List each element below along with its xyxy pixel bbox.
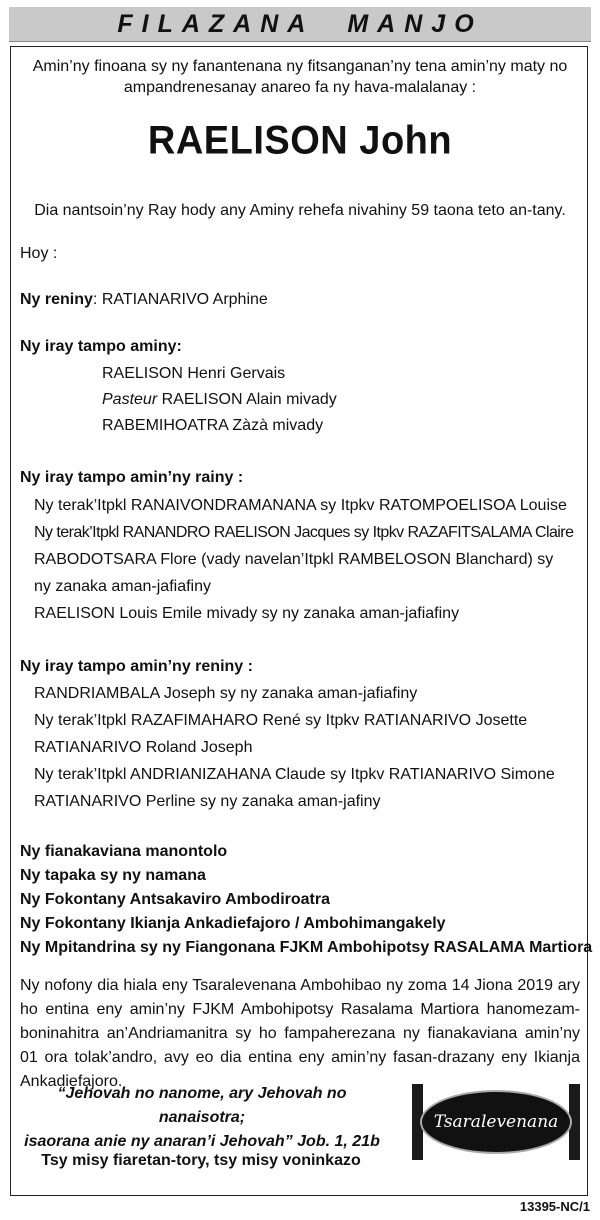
father-side-line: Ny terak’Itpkl RANAIVONDRAMANANA sy Itpkv RATOMPOELISOA Louise xyxy=(34,497,567,514)
mother-side-label: Ny iray tampo amin’ny reniny : xyxy=(20,658,253,675)
intro-line-2: ampandrenesanay anareo fa ny hava-malalanay : xyxy=(123,79,477,96)
bible-quote xyxy=(22,1082,382,1154)
quote-line-1: “Jehovah no nanome, ary Jehovah no nanaisotra; xyxy=(57,1085,347,1126)
mother-side-line: Ny terak’Itpkl RAZAFIMAHARO René sy Itpkv RATIANARIVO Josette xyxy=(34,712,528,729)
mother-label: Ny reniny xyxy=(20,291,93,308)
father-side-line: RABODOTSARA Flore (vady navelan’Itpkl RAMBELOSON Blanchard) sy xyxy=(34,551,554,568)
intro-line-1: Amin’ny finoana sy ny fanantenana ny fitsanganan’ny tena amin’ny maty no xyxy=(32,58,568,75)
father-side-label: Ny iray tampo amin’ny rainy : xyxy=(20,469,244,486)
reference-number: 13395-NC/1 xyxy=(519,1199,590,1214)
hoy-label: Hoy : xyxy=(20,245,58,262)
mother-separator: : xyxy=(92,291,102,308)
siblings-label: Ny iray tampo aminy: xyxy=(20,338,182,355)
logo-oval xyxy=(420,1090,572,1154)
other-mourner: Ny fianakaviana manontolo xyxy=(20,843,228,860)
father-side-line: ny zanaka aman-jafiafiny xyxy=(34,578,211,595)
quote-line-2: isaorana anie ny anaran’i Jehovah” Job. 1, 21b xyxy=(24,1133,380,1150)
father-side-line: RAELISON Louis Emile mivady sy ny zanaka aman-jafiafiny xyxy=(34,605,460,622)
funeral-home-logo xyxy=(412,1084,580,1160)
mother-side-line: RATIANARIVO Roland Joseph xyxy=(34,739,253,756)
mother-side-line: Ny terak’Itpkl ANDRIANIZAHANA Claude sy Itpkv RATIANARIVO Simone xyxy=(34,766,555,783)
father-side-line: Ny terak’Itpkl RANANDRO RAELISON Jacques sy Itpkv RAZAFITSALAMA Claire xyxy=(34,524,574,541)
mother-value: RATIANARIVO Arphine xyxy=(101,291,268,308)
mother-line xyxy=(20,289,268,310)
announcement: Dia nantsoin’ny Ray hody any Aminy rehefa nivahiny 59 taona teto an-tany. xyxy=(34,202,566,219)
sibling-title: Pasteur xyxy=(102,391,158,408)
other-mourner: Ny Fokontany Ikianja Ankadiefajoro / Ambohimangakely xyxy=(20,915,446,932)
sibling-item: RABEMIHOATRA Zàzà mivady xyxy=(102,417,324,434)
sibling-name: RAELISON Alain mivady xyxy=(157,391,337,408)
page-header xyxy=(9,7,591,42)
mother-side-line: RATIANARIVO Perline sy ny zanaka aman-jafiny xyxy=(34,793,381,810)
closing-note: Tsy misy fiaretan-tory, tsy misy voninkazo xyxy=(41,1152,361,1169)
sibling-item xyxy=(102,389,337,410)
other-mourner: Ny tapaka sy ny namana xyxy=(20,867,206,884)
funeral-details: Ny nofony dia hiala eny Tsaralevenana Ambohibao ny zoma 14 Jiona 2019 ary ho entina eny amin’ny FJKM Ambohipotsy Rasalama Martiora hanomezam-boninahitra an’Andriamanitra sy ho fampaherezana ny fianakaviana amin’ny 01 ora tolak’andro, avy eo dia entina eny amin’ny fasan-drazany eny Ikianja Ankadiefajoro. xyxy=(20,977,580,1090)
deceased-name: RAELISON John xyxy=(147,118,453,164)
logo-text: Tsaralevenana xyxy=(433,1112,559,1132)
other-mourner: Ny Mpitandrina sy ny Fiangonana FJKM Ambohipotsy RASALAMA Martiora xyxy=(20,939,593,956)
intro-text xyxy=(20,56,580,98)
sibling-item: RAELISON Henri Gervais xyxy=(102,365,286,382)
header-title: FILAZANA MANJO xyxy=(117,9,483,38)
mother-side-line: RANDRIAMBALA Joseph sy ny zanaka aman-jafiafiny xyxy=(34,685,418,702)
other-mourner: Ny Fokontany Antsakaviro Ambodiroatra xyxy=(20,891,330,908)
